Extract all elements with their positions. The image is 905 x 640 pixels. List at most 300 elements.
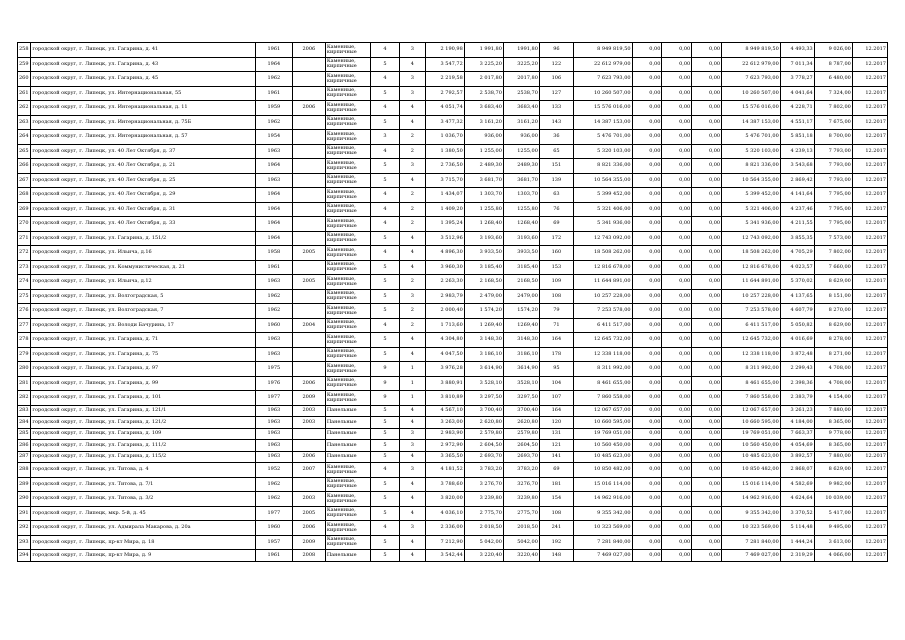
year-renovated-cell: 2009: [292, 535, 325, 550]
table-row: [18, 362, 888, 377]
owner-cost-cell: 15 016 114,00: [722, 477, 781, 492]
row-number-cell: 263: [18, 115, 31, 130]
residents-cell: 160: [539, 246, 573, 261]
cost-per-sqm-cell: 2 869,42: [780, 173, 814, 188]
row-number-cell: 278: [18, 333, 31, 348]
completion-date-cell: 12.2017: [852, 86, 887, 101]
max-cost-per-sqm-cell: 7 795,00: [814, 217, 852, 232]
budget-cost-cell: 0,00: [662, 101, 692, 116]
residential-area-cell: 2604,50: [503, 440, 539, 452]
budget-cost-cell: 0,00: [662, 318, 692, 333]
residential-area-cell: 3933,50: [503, 246, 539, 261]
wall-material-cell: Панельные: [325, 428, 370, 440]
residential-area-cell: 3239,80: [503, 492, 539, 507]
year-renovated-cell: 2005: [292, 506, 325, 521]
total-area-cell: 2 000,40: [425, 304, 464, 319]
row-number-cell: 267: [18, 173, 31, 188]
entrances-cell: 2: [399, 318, 425, 333]
living-area-cell: 2 604,50: [464, 440, 503, 452]
table-row: [18, 391, 888, 406]
entrances-cell: 2: [399, 304, 425, 319]
table-row: [18, 275, 888, 290]
owner-cost-cell: 22 612 979,00: [722, 57, 781, 72]
municipal-cost-cell: 0,00: [692, 202, 722, 217]
total-cost-cell: 8 461 655,00: [573, 376, 632, 391]
row-number-cell: 291: [18, 506, 31, 521]
address-cell: городской округ, г. Липецк, ул. Титова, д. 4: [31, 463, 255, 478]
floors-cell: 5: [371, 440, 400, 452]
residents-cell: 76: [539, 202, 573, 217]
row-number-cell: 271: [18, 231, 31, 246]
total-area-cell: 2 263,30: [425, 275, 464, 290]
owner-cost-cell: 10 257 228,00: [722, 289, 781, 304]
year-built-cell: 1963: [255, 144, 292, 159]
total-cost-cell: 12 816 678,00: [573, 260, 632, 275]
cost-per-sqm-cell: 3 543,68: [780, 159, 814, 174]
floors-cell: 5: [371, 333, 400, 348]
floors-cell: 4: [371, 246, 400, 261]
total-cost-cell: 7 623 793,00: [573, 72, 632, 87]
fund-cost-cell: 0,00: [632, 202, 662, 217]
residents-cell: 121: [539, 440, 573, 452]
living-area-cell: 1 991,80: [464, 43, 503, 58]
residents-cell: 108: [539, 506, 573, 521]
wall-material-cell: Каменные, кирпичные: [325, 159, 370, 174]
total-cost-cell: 7 469 027,00: [573, 550, 632, 562]
total-cost-cell: 19 769 051,00: [573, 428, 632, 440]
municipal-cost-cell: 0,00: [692, 57, 722, 72]
budget-cost-cell: 0,00: [662, 477, 692, 492]
cost-per-sqm-cell: 2 319,29: [780, 550, 814, 562]
entrances-cell: 4: [399, 173, 425, 188]
municipal-cost-cell: 0,00: [692, 535, 722, 550]
floors-cell: 5: [371, 115, 400, 130]
row-number-cell: 294: [18, 550, 31, 562]
table-row: [18, 86, 888, 101]
living-area-cell: 2 538,70: [464, 86, 503, 101]
cost-per-sqm-cell: 4 239,13: [780, 144, 814, 159]
fund-cost-cell: 0,00: [632, 391, 662, 406]
row-number-cell: 288: [18, 463, 31, 478]
year-renovated-cell: 2006: [292, 376, 325, 391]
owner-cost-cell: 12 743 092,00: [722, 231, 781, 246]
address-cell: городской округ, г. Липецк, ул. Интернациональная, д. 11: [31, 101, 255, 116]
wall-material-cell: Каменные, кирпичные: [325, 304, 370, 319]
living-area-cell: 2 489,30: [464, 159, 503, 174]
year-renovated-cell: [292, 289, 325, 304]
wall-material-cell: Панельные: [325, 451, 370, 463]
address-cell: городской округ, г. Липецк, ул. Гагарина, д. 99: [31, 376, 255, 391]
completion-date-cell: 12.2017: [852, 260, 887, 275]
total-area-cell: 3 715,70: [425, 173, 464, 188]
residents-cell: 164: [539, 405, 573, 417]
residential-area-cell: 3220,40: [503, 550, 539, 562]
living-area-cell: 2 168,50: [464, 275, 503, 290]
residential-area-cell: 2168,50: [503, 275, 539, 290]
entrances-cell: 2: [399, 275, 425, 290]
max-cost-per-sqm-cell: 7 675,00: [814, 115, 852, 130]
owner-cost-cell: 5 399 452,00: [722, 188, 781, 203]
wall-material-cell: Каменные, кирпичные: [325, 115, 370, 130]
max-cost-per-sqm-cell: 8 787,00: [814, 57, 852, 72]
budget-cost-cell: 0,00: [662, 440, 692, 452]
max-cost-per-sqm-cell: 10 039,00: [814, 492, 852, 507]
wall-material-cell: Каменные, кирпичные: [325, 43, 370, 58]
owner-cost-cell: 5 320 103,00: [722, 144, 781, 159]
cost-per-sqm-cell: 4 705,29: [780, 246, 814, 261]
cost-per-sqm-cell: 5 114,48: [780, 521, 814, 536]
total-area-cell: 3 810,89: [425, 391, 464, 406]
cost-per-sqm-cell: 3 872,48: [780, 347, 814, 362]
fund-cost-cell: 0,00: [632, 86, 662, 101]
year-built-cell: 1963: [255, 440, 292, 452]
residential-area-cell: 3193,60: [503, 231, 539, 246]
fund-cost-cell: 0,00: [632, 130, 662, 145]
max-cost-per-sqm-cell: 8 278,00: [814, 333, 852, 348]
fund-cost-cell: 0,00: [632, 260, 662, 275]
wall-material-cell: Панельные: [325, 440, 370, 452]
completion-date-cell: 12.2017: [852, 333, 887, 348]
cost-per-sqm-cell: 3 261,23: [780, 405, 814, 417]
budget-cost-cell: 0,00: [662, 202, 692, 217]
total-area-cell: 2 983,79: [425, 289, 464, 304]
floors-cell: 5: [371, 550, 400, 562]
owner-cost-cell: 7 623 793,00: [722, 72, 781, 87]
living-area-cell: 1 574,20: [464, 304, 503, 319]
budget-cost-cell: 0,00: [662, 57, 692, 72]
cost-per-sqm-cell: 2 398,36: [780, 376, 814, 391]
row-number-cell: 285: [18, 428, 31, 440]
completion-date-cell: 12.2017: [852, 231, 887, 246]
total-cost-cell: 10 257 228,00: [573, 289, 632, 304]
row-number-cell: 283: [18, 405, 31, 417]
completion-date-cell: 12.2017: [852, 130, 887, 145]
municipal-cost-cell: 0,00: [692, 246, 722, 261]
fund-cost-cell: 0,00: [632, 72, 662, 87]
max-cost-per-sqm-cell: 8 629,00: [814, 318, 852, 333]
cost-per-sqm-cell: 7 663,37: [780, 428, 814, 440]
municipal-cost-cell: 0,00: [692, 217, 722, 232]
year-built-cell: 1964: [255, 188, 292, 203]
residential-area-cell: 3186,10: [503, 347, 539, 362]
wall-material-cell: Каменные, кирпичные: [325, 260, 370, 275]
floors-cell: 5: [371, 492, 400, 507]
floors-cell: 4: [371, 144, 400, 159]
year-renovated-cell: 2005: [292, 246, 325, 261]
fund-cost-cell: 0,00: [632, 417, 662, 429]
max-cost-per-sqm-cell: 8 629,00: [814, 275, 852, 290]
wall-material-cell: Каменные, кирпичные: [325, 376, 370, 391]
row-number-cell: 261: [18, 86, 31, 101]
total-cost-cell: 6 411 517,00: [573, 318, 632, 333]
living-area-cell: 3 933,50: [464, 246, 503, 261]
entrances-cell: 1: [399, 391, 425, 406]
budget-cost-cell: 0,00: [662, 217, 692, 232]
address-cell: городской округ, г. Липецк, ул. 40 Лет Октября, д. 33: [31, 217, 255, 232]
table-row: [18, 202, 888, 217]
entrances-cell: 3: [399, 440, 425, 452]
budget-cost-cell: 0,00: [662, 130, 692, 145]
owner-cost-cell: 15 576 016,00: [722, 101, 781, 116]
fund-cost-cell: 0,00: [632, 440, 662, 452]
municipal-cost-cell: 0,00: [692, 173, 722, 188]
row-number-cell: 292: [18, 521, 31, 536]
fund-cost-cell: 0,00: [632, 428, 662, 440]
total-area-cell: 7 212,90: [425, 535, 464, 550]
wall-material-cell: Каменные, кирпичные: [325, 72, 370, 87]
year-renovated-cell: [292, 362, 325, 377]
year-renovated-cell: [292, 304, 325, 319]
total-cost-cell: 10 485 623,00: [573, 451, 632, 463]
cost-per-sqm-cell: 4 607,79: [780, 304, 814, 319]
total-cost-cell: 5 320 103,00: [573, 144, 632, 159]
municipal-cost-cell: 0,00: [692, 506, 722, 521]
wall-material-cell: Каменные, кирпичные: [325, 144, 370, 159]
year-built-cell: 1963: [255, 417, 292, 429]
row-number-cell: 289: [18, 477, 31, 492]
municipal-cost-cell: 0,00: [692, 275, 722, 290]
table-row: [18, 304, 888, 319]
cost-per-sqm-cell: 2 868,07: [780, 463, 814, 478]
row-number-cell: 276: [18, 304, 31, 319]
completion-date-cell: 12.2017: [852, 289, 887, 304]
year-built-cell: 1964: [255, 202, 292, 217]
living-area-cell: 2 479,00: [464, 289, 503, 304]
row-number-cell: 284: [18, 417, 31, 429]
residential-area-cell: 1255,80: [503, 202, 539, 217]
year-renovated-cell: [292, 173, 325, 188]
address-cell: городской округ, г. Липецк, ул. 40 Лет Октября, д. 21: [31, 159, 255, 174]
living-area-cell: 3 614,90: [464, 362, 503, 377]
residential-area-cell: 3783,20: [503, 463, 539, 478]
living-area-cell: 3 276,70: [464, 477, 503, 492]
fund-cost-cell: 0,00: [632, 217, 662, 232]
total-cost-cell: 10 560 450,00: [573, 440, 632, 452]
floors-cell: 4: [371, 188, 400, 203]
total-area-cell: 3 960,30: [425, 260, 464, 275]
floors-cell: 4: [371, 463, 400, 478]
fund-cost-cell: 0,00: [632, 304, 662, 319]
cost-per-sqm-cell: 3 778,27: [780, 72, 814, 87]
total-cost-cell: 9 355 342,00: [573, 506, 632, 521]
floors-cell: 5: [371, 275, 400, 290]
year-built-cell: 1962: [255, 304, 292, 319]
fund-cost-cell: 0,00: [632, 347, 662, 362]
wall-material-cell: Каменные, кирпичные: [325, 506, 370, 521]
floors-cell: 4: [371, 202, 400, 217]
total-area-cell: 2 792,57: [425, 86, 464, 101]
table-row: [18, 405, 888, 417]
floors-cell: 5: [371, 405, 400, 417]
fund-cost-cell: 0,00: [632, 115, 662, 130]
municipal-cost-cell: 0,00: [692, 333, 722, 348]
living-area-cell: 3 220,40: [464, 550, 503, 562]
owner-cost-cell: 8 311 992,00: [722, 362, 781, 377]
owner-cost-cell: 5 341 936,00: [722, 217, 781, 232]
cost-per-sqm-cell: 4 211,55: [780, 217, 814, 232]
total-cost-cell: 14 387 153,00: [573, 115, 632, 130]
municipal-cost-cell: 0,00: [692, 405, 722, 417]
total-area-cell: 1 036,70: [425, 130, 464, 145]
wall-material-cell: Каменные, кирпичные: [325, 246, 370, 261]
address-cell: городской округ, г. Липецк, ул. Интернациональная, 55: [31, 86, 255, 101]
living-area-cell: 3 161,20: [464, 115, 503, 130]
floors-cell: 5: [371, 173, 400, 188]
total-area-cell: 4 047,50: [425, 347, 464, 362]
year-built-cell: 1962: [255, 477, 292, 492]
residential-area-cell: 3276,70: [503, 477, 539, 492]
table-row: [18, 477, 888, 492]
wall-material-cell: Каменные, кирпичные: [325, 86, 370, 101]
residents-cell: 71: [539, 318, 573, 333]
owner-cost-cell: 8 461 655,00: [722, 376, 781, 391]
completion-date-cell: 12.2017: [852, 440, 887, 452]
year-renovated-cell: [292, 428, 325, 440]
fund-cost-cell: 0,00: [632, 159, 662, 174]
year-built-cell: 1964: [255, 57, 292, 72]
table-row: [18, 72, 888, 87]
wall-material-cell: Каменные, кирпичные: [325, 463, 370, 478]
municipal-cost-cell: 0,00: [692, 428, 722, 440]
entrances-cell: 2: [399, 130, 425, 145]
wall-material-cell: Каменные, кирпичные: [325, 521, 370, 536]
table-row: [18, 492, 888, 507]
total-cost-cell: 7 281 840,00: [573, 535, 632, 550]
municipal-cost-cell: 0,00: [692, 492, 722, 507]
completion-date-cell: 12.2017: [852, 535, 887, 550]
wall-material-cell: Панельные: [325, 417, 370, 429]
fund-cost-cell: 0,00: [632, 451, 662, 463]
max-cost-per-sqm-cell: 7 793,00: [814, 144, 852, 159]
budget-cost-cell: 0,00: [662, 304, 692, 319]
cost-per-sqm-cell: 2 383,79: [780, 391, 814, 406]
wall-material-cell: Каменные, кирпичные: [325, 535, 370, 550]
owner-cost-cell: 8 949 819,50: [722, 43, 781, 58]
cost-per-sqm-cell: 5 851,18: [780, 130, 814, 145]
living-area-cell: 2 693,70: [464, 451, 503, 463]
row-number-cell: 293: [18, 535, 31, 550]
wall-material-cell: Каменные, кирпичные: [325, 289, 370, 304]
total-area-cell: 1 380,50: [425, 144, 464, 159]
completion-date-cell: 12.2017: [852, 246, 887, 261]
year-built-cell: 1961: [255, 43, 292, 58]
total-cost-cell: 10 260 507,00: [573, 86, 632, 101]
municipal-cost-cell: 0,00: [692, 115, 722, 130]
floors-cell: 5: [371, 260, 400, 275]
owner-cost-cell: 7 281 840,00: [722, 535, 781, 550]
owner-cost-cell: 12 067 657,00: [722, 405, 781, 417]
fund-cost-cell: 0,00: [632, 289, 662, 304]
row-number-cell: 274: [18, 275, 31, 290]
total-cost-cell: 5 321 406,00: [573, 202, 632, 217]
total-cost-cell: 5 341 936,00: [573, 217, 632, 232]
row-number-cell: 273: [18, 260, 31, 275]
entrances-cell: 2: [399, 217, 425, 232]
fund-cost-cell: 0,00: [632, 506, 662, 521]
budget-cost-cell: 0,00: [662, 86, 692, 101]
residential-area-cell: 2620,80: [503, 417, 539, 429]
floors-cell: 5: [371, 159, 400, 174]
floors-cell: 5: [371, 57, 400, 72]
max-cost-per-sqm-cell: 7 660,00: [814, 260, 852, 275]
budget-cost-cell: 0,00: [662, 231, 692, 246]
residents-cell: 95: [539, 362, 573, 377]
living-area-cell: 3 185,40: [464, 260, 503, 275]
housing-register-sheet: [17, 42, 888, 562]
table-row: [18, 246, 888, 261]
entrances-cell: 3: [399, 521, 425, 536]
budget-cost-cell: 0,00: [662, 173, 692, 188]
table-row: [18, 463, 888, 478]
municipal-cost-cell: 0,00: [692, 417, 722, 429]
completion-date-cell: 12.2017: [852, 417, 887, 429]
total-cost-cell: 8 311 992,00: [573, 362, 632, 377]
max-cost-per-sqm-cell: 3 613,00: [814, 535, 852, 550]
max-cost-per-sqm-cell: 8 271,00: [814, 347, 852, 362]
fund-cost-cell: 0,00: [632, 101, 662, 116]
total-cost-cell: 18 508 262,00: [573, 246, 632, 261]
table-row: [18, 115, 888, 130]
budget-cost-cell: 0,00: [662, 535, 692, 550]
cost-per-sqm-cell: 5 050,82: [780, 318, 814, 333]
max-cost-per-sqm-cell: 7 793,00: [814, 173, 852, 188]
completion-date-cell: 12.2017: [852, 101, 887, 116]
residents-cell: 104: [539, 376, 573, 391]
completion-date-cell: 12.2017: [852, 57, 887, 72]
living-area-cell: 936,00: [464, 130, 503, 145]
table-row: [18, 43, 888, 58]
max-cost-per-sqm-cell: 9 778,00: [814, 428, 852, 440]
owner-cost-cell: 14 387 153,00: [722, 115, 781, 130]
floors-cell: 5: [371, 428, 400, 440]
address-cell: городской округ, г. Липецк, ул. Титова, д. 3/2: [31, 492, 255, 507]
row-number-cell: 260: [18, 72, 31, 87]
residents-cell: 108: [539, 289, 573, 304]
total-cost-cell: 22 612 979,00: [573, 57, 632, 72]
year-renovated-cell: [292, 202, 325, 217]
year-renovated-cell: [292, 333, 325, 348]
total-cost-cell: 12 645 732,00: [573, 333, 632, 348]
residential-area-cell: 936,00: [503, 130, 539, 145]
cost-per-sqm-cell: 2 299,43: [780, 362, 814, 377]
entrances-cell: 2: [399, 188, 425, 203]
entrances-cell: 4: [399, 405, 425, 417]
table-row: [18, 101, 888, 116]
completion-date-cell: 12.2017: [852, 188, 887, 203]
row-number-cell: 262: [18, 101, 31, 116]
max-cost-per-sqm-cell: 5 417,00: [814, 506, 852, 521]
cost-per-sqm-cell: 4 228,71: [780, 101, 814, 116]
wall-material-cell: Каменные, кирпичные: [325, 333, 370, 348]
wall-material-cell: Каменные, кирпичные: [325, 347, 370, 362]
total-area-cell: 2 190,98: [425, 43, 464, 58]
residents-cell: 106: [539, 72, 573, 87]
address-cell: городской округ, г. Липецк, ул. Гагарина, д. 101: [31, 391, 255, 406]
residential-area-cell: 2017,80: [503, 72, 539, 87]
owner-cost-cell: 10 485 623,00: [722, 451, 781, 463]
residents-cell: 65: [539, 144, 573, 159]
living-area-cell: 1 255,80: [464, 202, 503, 217]
residential-area-cell: 1255,00: [503, 144, 539, 159]
owner-cost-cell: 5 476 701,00: [722, 130, 781, 145]
table-row: [18, 217, 888, 232]
budget-cost-cell: 0,00: [662, 376, 692, 391]
budget-cost-cell: 0,00: [662, 405, 692, 417]
max-cost-per-sqm-cell: 9 982,00: [814, 477, 852, 492]
year-built-cell: 1963: [255, 173, 292, 188]
completion-date-cell: 12.2017: [852, 347, 887, 362]
year-renovated-cell: 2007: [292, 463, 325, 478]
